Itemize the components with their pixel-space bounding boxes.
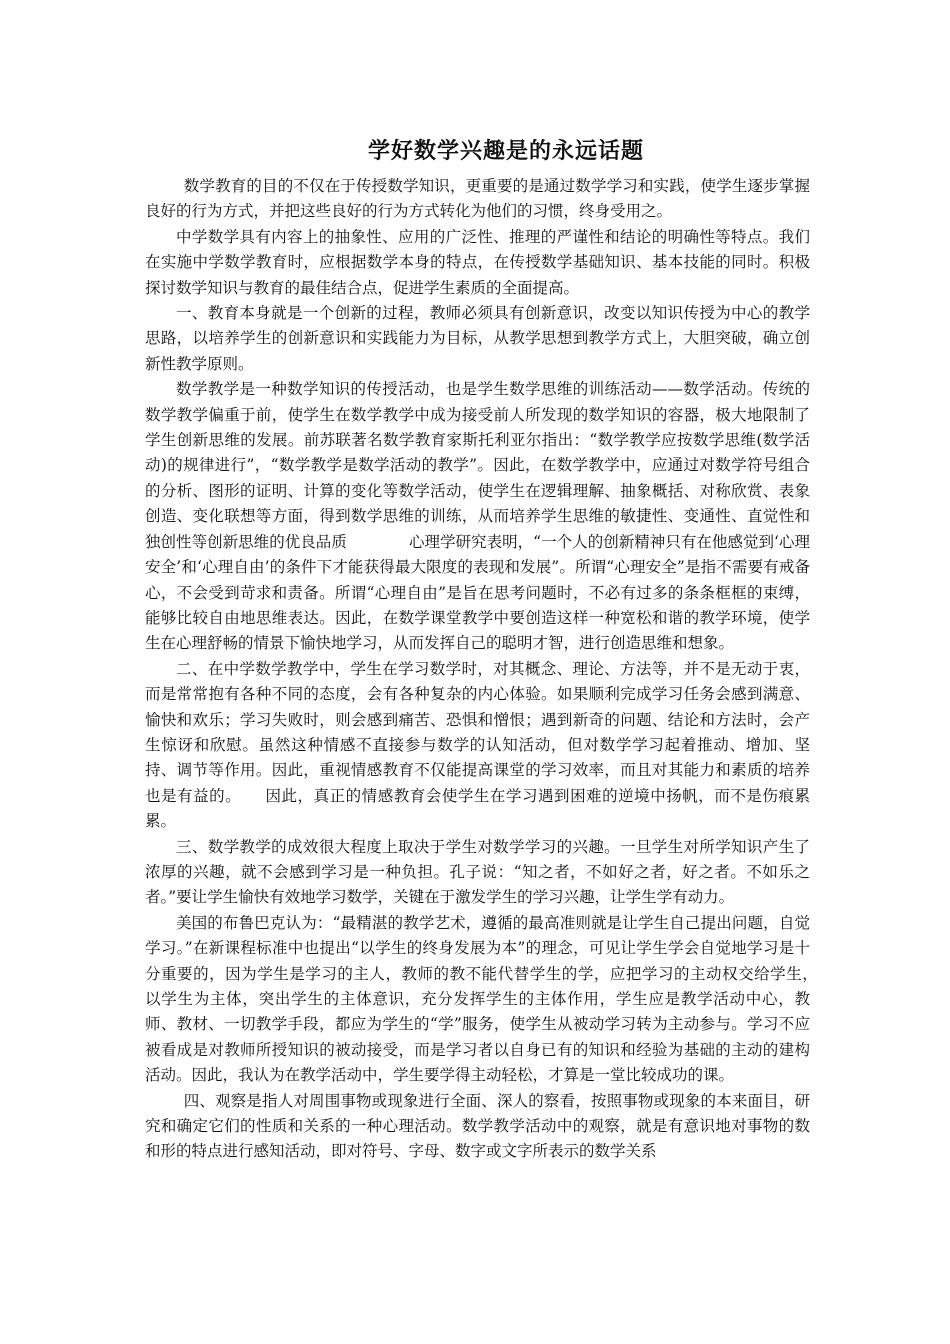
- document-title: 学好数学兴趣是的永远话题: [367, 139, 644, 164]
- paragraph-section-one: 一、教育本身就是一个创新的过程，教师必须具有创新意识，改变以知识传授为中心的教学思路，以培养学生的创新意识和实践能力为目标，从教学思想到教学方式上，大胆突破，确立创新性教学原则。: [145, 304, 810, 373]
- paragraph-bruback: 美国的布鲁巴克认为：“最精湛的教学艺术，遵循的最高准则就是让学生自己提出问题，自觉学习。”在新课程标准中也提出“以学生的终身发展为本”的理念，可见让学生学会自觉地学习是十分重要的，因为学生是学习的主人，教师的教不能代替学生的学，应把学习的主动权交给学生， 以学生为主体，突出学生的主体意识，充分发挥学生的主体作用，学生应是教学活动中心，教师、教材、一切教学手段，都应为学生的“学”服务，使学生从被动学习转为主动参与。学习不应被看成是对教师所授知识的被动接受，而是学习者以自身已有的知识和经验为基础的主动的建构活动。因此，我认为在教学活动中，学生要学得主动轻松，才算是一堂比较成功的课。: [145, 913, 826, 1085]
- paragraph-intro: 数学教育的目的不仅在于传授数学知识，更重要的是通过数学学习和实践，使学生逐步掌握良好的行为方式，并把这些良好的行为方式转化为他们的习惯，终身受用之。: [145, 177, 810, 221]
- paragraph-section-three: 三、数学教学的成效很大程度上取决于学生对数学学习的兴趣。一旦学生对所学知识产生了浓厚的兴趣，就不会感到学习是一种负担。孔子说：“知之者，不如好之者，好之者。不如乐之者。”要让学生愉快有效地学习数学，关键在于激发学生的学习兴趣，让学生学有动力。: [145, 837, 810, 907]
- paragraph-section-four: 四、观察是指人对周围事物或现象进行全面、深人的察看，按照事物或现象的本来面目，研究和确定它们的性质和关系的一种心理活动。数学教学活动中的观察，就是有意识地对事物的数和形的特点进行感知活动，即对符号、字母、数字或文字所表示的数学关系: [145, 1091, 810, 1161]
- document-body: [145, 174, 826, 1165]
- paragraph-math-activity: 数学教学是一种数学知识的传授活动，也是学生数学思维的训练活动——数学活动。传统的数学教学偏重于前，使学生在数学教学中成为接受前人所发现的数学知识的容器，极大地限制了学生创新思维的发展。前苏联著名数学教育家斯托利亚尔指出：“数学教学应按数学思维(数学活动)的规律进行”，“数学教学是数学活动的教学”。因此，在数学教学中，应通过对数学符号组合的分析、图形的证明、计算的变化等数学活动，使学生在逻辑理解、抽象概括、对称欣赏、表象创造、变化联想等方面，得到数学思维的训练，从而培养学生思维的敏捷性、变通性、直觉性和独创性等创新思维的优良品质 心理学研究表明，“一个人的创新精神只有在他感觉到‘心理安全’和‘心理自由’的条件下才能获得最大限度的表现和发展”。所谓“心理安全”是指不需要有戒备心，不会受到苛求和责备。所谓“心理自由”是旨在思考问题时，不必有过多的条条框框的束缚，能够比较自由地思维表达。因此，在数学课堂教学中要创造这样一种宽松和谐的教学环境，使学生在心理舒畅的情景下愉快地学习，从而发挥自己的聪明才智，进行创造思维和想象。: [145, 380, 810, 653]
- paragraph-features: 中学数学具有内容上的抽象性、应用的广泛性、推理的严谨性和结论的明确性等特点。我们在实施中学数学教育时，应根据数学本身的特点，在传授数学基础知识、基本技能的同时。积极探讨数学知识与教育的最佳结合点，促进学生素质的全面提高。: [145, 227, 810, 297]
- paragraph-section-two: 二、在中学数学教学中，学生在学习数学时，对其概念、理论、方法等，并不是无动于衷，而是常常抱有各种不同的态度，会有各种复杂的内心体验。如果顺利完成学习任务会感到满意、愉快和欢乐；学习失败时，则会感到痛苦、恐惧和憎恨；遇到新奇的问题、结论和方法时，会产生惊讶和欣慰。虽然这种情感不直接参与数学的认知活动，但对数学学习起着推动、增加、坚持、调节等作用。因此，重视情感教育不仅能提高课堂的学习效率，而且对其能力和素质的培养也是有益的。 因此，真正的情感教育会使学生在学习遇到困难的逆境中扬帆，而不是伤痕累累。: [145, 659, 810, 831]
